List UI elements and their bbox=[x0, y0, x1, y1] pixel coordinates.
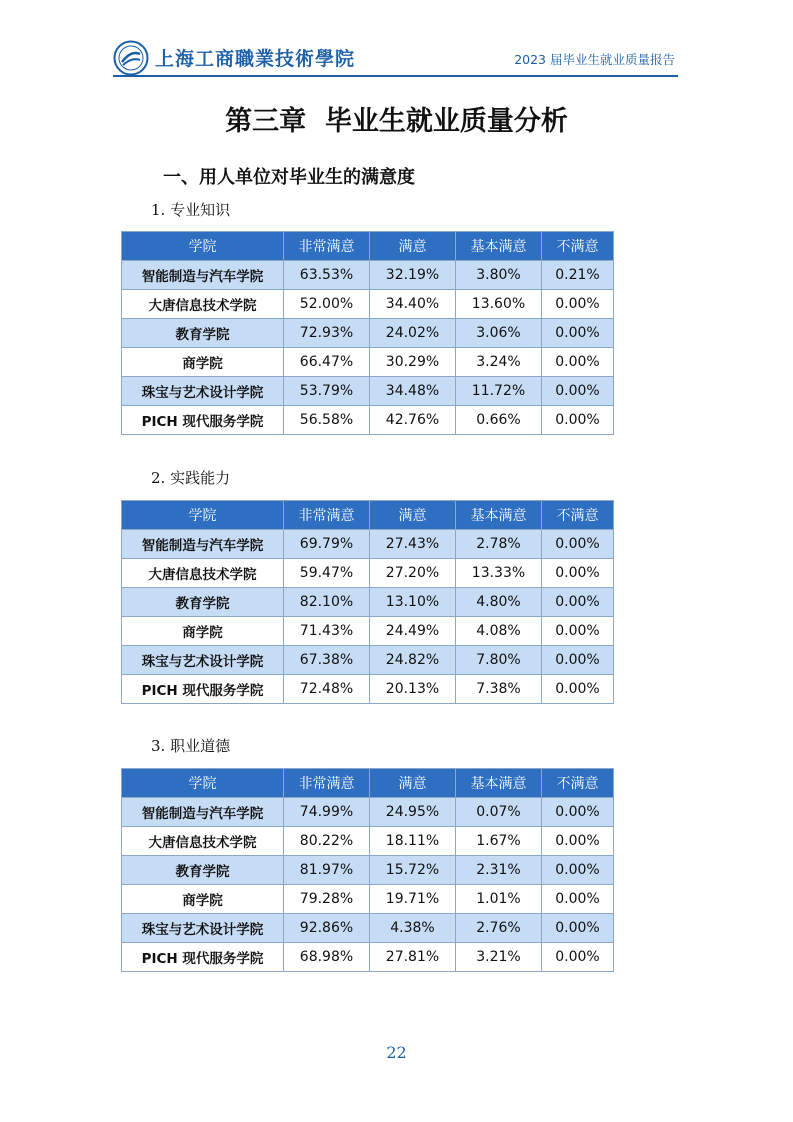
table-row bbox=[122, 617, 614, 646]
header-very-satisfied: 非常满意 bbox=[284, 501, 370, 530]
value-cell: 0.00% bbox=[542, 798, 614, 827]
value-cell: 27.81% bbox=[370, 943, 456, 972]
value-cell: 0.00% bbox=[542, 377, 614, 406]
value-cell: 2.31% bbox=[456, 856, 542, 885]
value-cell: 0.07% bbox=[456, 798, 542, 827]
value-cell: 69.79% bbox=[284, 530, 370, 559]
college-cell: 教育学院 bbox=[122, 588, 284, 617]
value-cell: 59.47% bbox=[284, 559, 370, 588]
table-row bbox=[122, 885, 614, 914]
value-cell: 0.00% bbox=[542, 856, 614, 885]
chapter-title: 第三章 毕业生就业质量分析 bbox=[225, 106, 568, 137]
header-very-satisfied: 非常满意 bbox=[284, 232, 370, 261]
value-cell: 34.48% bbox=[370, 377, 456, 406]
value-cell: 19.71% bbox=[370, 885, 456, 914]
value-cell: 42.76% bbox=[370, 406, 456, 435]
header-divider bbox=[113, 75, 678, 77]
satisfaction-table-professional-ethics bbox=[121, 768, 614, 972]
section-title: 一、用人单位对毕业生的满意度 bbox=[163, 167, 415, 188]
value-cell: 0.00% bbox=[542, 406, 614, 435]
table-row bbox=[122, 290, 614, 319]
value-cell: 81.97% bbox=[284, 856, 370, 885]
value-cell: 53.79% bbox=[284, 377, 370, 406]
header-basically-satisfied: 基本满意 bbox=[456, 232, 542, 261]
header-unsatisfied: 不满意 bbox=[542, 769, 614, 798]
value-cell: 24.49% bbox=[370, 617, 456, 646]
college-cell: 大唐信息技术学院 bbox=[122, 827, 284, 856]
value-cell: 63.53% bbox=[284, 261, 370, 290]
college-cell: 商学院 bbox=[122, 348, 284, 377]
college-cell: 大唐信息技术学院 bbox=[122, 559, 284, 588]
page-number: 22 bbox=[386, 1043, 407, 1062]
value-cell: 4.80% bbox=[456, 588, 542, 617]
value-cell: 67.38% bbox=[284, 646, 370, 675]
value-cell: 80.22% bbox=[284, 827, 370, 856]
college-cell: 珠宝与艺术设计学院 bbox=[122, 914, 284, 943]
table-row bbox=[122, 914, 614, 943]
college-cell: 教育学院 bbox=[122, 319, 284, 348]
header-very-satisfied: 非常满意 bbox=[284, 769, 370, 798]
value-cell: 2.76% bbox=[456, 914, 542, 943]
table-row bbox=[122, 646, 614, 675]
value-cell: 0.00% bbox=[542, 319, 614, 348]
table-3-title: 3. 职业道德 bbox=[151, 737, 231, 755]
header-basically-satisfied: 基本满意 bbox=[456, 769, 542, 798]
school-logo-icon bbox=[113, 40, 149, 76]
header-satisfied: 满意 bbox=[370, 501, 456, 530]
value-cell: 27.43% bbox=[370, 530, 456, 559]
college-cell: PICH 现代服务学院 bbox=[122, 943, 284, 972]
value-cell: 0.00% bbox=[542, 646, 614, 675]
college-cell: 智能制造与汽车学院 bbox=[122, 530, 284, 559]
table-row bbox=[122, 406, 614, 435]
satisfaction-table-professional-knowledge bbox=[121, 231, 614, 435]
value-cell: 0.00% bbox=[542, 675, 614, 704]
table-2-title: 2. 实践能力 bbox=[151, 469, 231, 487]
value-cell: 1.67% bbox=[456, 827, 542, 856]
table-row bbox=[122, 319, 614, 348]
college-cell: PICH 现代服务学院 bbox=[122, 675, 284, 704]
value-cell: 13.60% bbox=[456, 290, 542, 319]
value-cell: 4.08% bbox=[456, 617, 542, 646]
value-cell: 13.10% bbox=[370, 588, 456, 617]
value-cell: 0.66% bbox=[456, 406, 542, 435]
value-cell: 0.00% bbox=[542, 827, 614, 856]
value-cell: 0.00% bbox=[542, 885, 614, 914]
value-cell: 18.11% bbox=[370, 827, 456, 856]
college-cell: 大唐信息技术学院 bbox=[122, 290, 284, 319]
value-cell: 3.24% bbox=[456, 348, 542, 377]
value-cell: 66.47% bbox=[284, 348, 370, 377]
value-cell: 7.38% bbox=[456, 675, 542, 704]
report-title: 2023 届毕业生就业质量报告 bbox=[514, 52, 675, 67]
value-cell: 30.29% bbox=[370, 348, 456, 377]
table-row bbox=[122, 559, 614, 588]
value-cell: 72.48% bbox=[284, 675, 370, 704]
table-row bbox=[122, 261, 614, 290]
table-row bbox=[122, 588, 614, 617]
value-cell: 0.00% bbox=[542, 914, 614, 943]
value-cell: 15.72% bbox=[370, 856, 456, 885]
value-cell: 3.21% bbox=[456, 943, 542, 972]
table-header-row bbox=[122, 232, 614, 261]
table-row bbox=[122, 943, 614, 972]
value-cell: 0.00% bbox=[542, 588, 614, 617]
table-row bbox=[122, 856, 614, 885]
value-cell: 68.98% bbox=[284, 943, 370, 972]
value-cell: 34.40% bbox=[370, 290, 456, 319]
value-cell: 27.20% bbox=[370, 559, 456, 588]
value-cell: 1.01% bbox=[456, 885, 542, 914]
value-cell: 52.00% bbox=[284, 290, 370, 319]
college-cell: PICH 现代服务学院 bbox=[122, 406, 284, 435]
table-row bbox=[122, 675, 614, 704]
value-cell: 2.78% bbox=[456, 530, 542, 559]
page-header bbox=[0, 0, 793, 80]
value-cell: 82.10% bbox=[284, 588, 370, 617]
header-unsatisfied: 不满意 bbox=[542, 232, 614, 261]
value-cell: 24.02% bbox=[370, 319, 456, 348]
value-cell: 0.00% bbox=[542, 530, 614, 559]
value-cell: 24.82% bbox=[370, 646, 456, 675]
header-college: 学院 bbox=[122, 232, 284, 261]
value-cell: 20.13% bbox=[370, 675, 456, 704]
college-cell: 商学院 bbox=[122, 885, 284, 914]
table-row bbox=[122, 530, 614, 559]
value-cell: 13.33% bbox=[456, 559, 542, 588]
value-cell: 32.19% bbox=[370, 261, 456, 290]
value-cell: 0.00% bbox=[542, 943, 614, 972]
value-cell: 3.80% bbox=[456, 261, 542, 290]
value-cell: 0.00% bbox=[542, 348, 614, 377]
value-cell: 0.21% bbox=[542, 261, 614, 290]
value-cell: 92.86% bbox=[284, 914, 370, 943]
value-cell: 0.00% bbox=[542, 290, 614, 319]
college-cell: 智能制造与汽车学院 bbox=[122, 261, 284, 290]
table-row bbox=[122, 827, 614, 856]
table-row bbox=[122, 377, 614, 406]
table-1-title: 1. 专业知识 bbox=[151, 201, 231, 219]
value-cell: 24.95% bbox=[370, 798, 456, 827]
header-college: 学院 bbox=[122, 769, 284, 798]
value-cell: 74.99% bbox=[284, 798, 370, 827]
value-cell: 3.06% bbox=[456, 319, 542, 348]
header-unsatisfied: 不满意 bbox=[542, 501, 614, 530]
value-cell: 7.80% bbox=[456, 646, 542, 675]
satisfaction-table-practical-ability bbox=[121, 500, 614, 704]
college-cell: 商学院 bbox=[122, 617, 284, 646]
value-cell: 0.00% bbox=[542, 617, 614, 646]
value-cell: 56.58% bbox=[284, 406, 370, 435]
table-header-row bbox=[122, 769, 614, 798]
value-cell: 79.28% bbox=[284, 885, 370, 914]
table-header-row bbox=[122, 501, 614, 530]
value-cell: 71.43% bbox=[284, 617, 370, 646]
value-cell: 4.38% bbox=[370, 914, 456, 943]
college-cell: 教育学院 bbox=[122, 856, 284, 885]
value-cell: 72.93% bbox=[284, 319, 370, 348]
table-row bbox=[122, 348, 614, 377]
college-cell: 智能制造与汽车学院 bbox=[122, 798, 284, 827]
header-satisfied: 满意 bbox=[370, 232, 456, 261]
header-college: 学院 bbox=[122, 501, 284, 530]
header-satisfied: 满意 bbox=[370, 769, 456, 798]
value-cell: 11.72% bbox=[456, 377, 542, 406]
value-cell: 0.00% bbox=[542, 559, 614, 588]
table-row bbox=[122, 798, 614, 827]
school-name: 上海工商職業技術學院 bbox=[155, 48, 356, 70]
college-cell: 珠宝与艺术设计学院 bbox=[122, 377, 284, 406]
college-cell: 珠宝与艺术设计学院 bbox=[122, 646, 284, 675]
header-basically-satisfied: 基本满意 bbox=[456, 501, 542, 530]
